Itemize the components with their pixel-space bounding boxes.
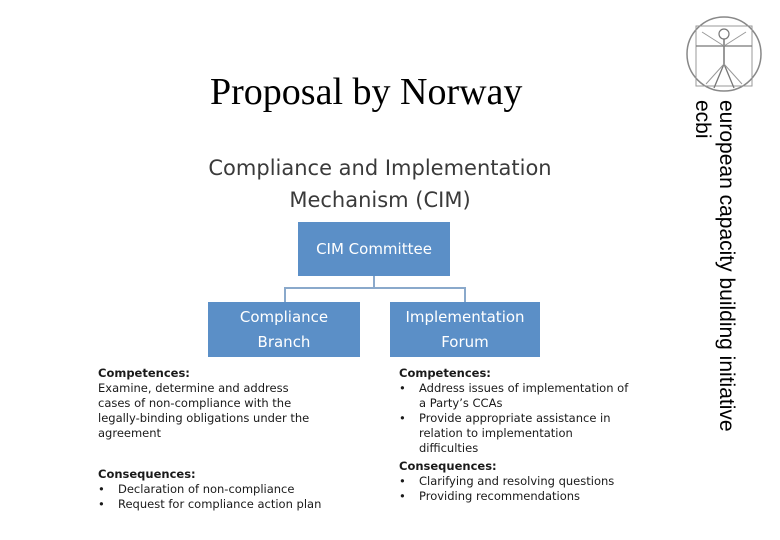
slide-title: Proposal by Norway	[210, 71, 523, 113]
left-competences	[98, 366, 368, 441]
list-item	[399, 411, 684, 456]
left-competences-line: Examine, determine and address	[98, 381, 289, 395]
connector-horizontal	[284, 287, 466, 289]
bullet-icon: •	[399, 381, 406, 395]
right-competence-text	[419, 411, 611, 456]
right-competence-line: Address issues of implementation of	[419, 381, 629, 395]
right-competence-line: difficulties	[419, 441, 479, 455]
compliance-branch-node	[208, 302, 360, 357]
bullet-icon: •	[399, 489, 406, 503]
left-competences-line: cases of non-compliance with the	[98, 396, 292, 410]
connector-vertical-left	[284, 287, 286, 302]
diagram-title-line-1: Compliance and Implementation	[208, 156, 552, 180]
cim-committee-node	[298, 222, 450, 276]
left-consequence-text: Declaration of non-compliance	[118, 482, 295, 496]
right-competence-text	[419, 381, 628, 411]
right-consequences-header: Consequences:	[399, 459, 497, 473]
bullet-icon: •	[399, 411, 406, 425]
list-item	[399, 381, 684, 411]
right-consequence-text: Providing recommendations	[419, 489, 581, 503]
side-text-line-1: european capacity building initiative	[715, 100, 738, 432]
list-item	[399, 474, 684, 489]
left-competences-header: Competences:	[98, 366, 190, 380]
left-consequence-text: Request for compliance action plan	[118, 497, 322, 511]
right-competences	[399, 366, 684, 456]
right-competence-line: Provide appropriate assistance in	[419, 411, 611, 425]
compliance-branch-line-2: Branch	[257, 332, 311, 351]
list-item	[399, 489, 684, 504]
side-text-line-2: ecbi	[691, 100, 714, 139]
list-item	[98, 497, 378, 512]
right-consequence-text: Clarifying and resolving questions	[419, 474, 615, 488]
implementation-forum-line-2: Forum	[441, 332, 489, 351]
implementation-forum-line-1: Implementation	[405, 307, 525, 326]
implementation-forum-node	[390, 302, 540, 357]
connector-vertical-right	[464, 287, 466, 302]
compliance-branch-line-1: Compliance	[239, 307, 329, 326]
right-competences-header: Competences:	[399, 366, 491, 380]
left-consequences	[98, 467, 378, 512]
bullet-icon: •	[98, 482, 105, 496]
vitruvian-man-logo	[684, 14, 764, 94]
right-consequences	[399, 459, 684, 504]
left-competences-line: agreement	[98, 426, 162, 440]
bullet-icon: •	[399, 474, 406, 488]
list-item	[98, 482, 378, 497]
right-competence-line: a Party’s CCAs	[419, 396, 503, 410]
left-competences-line: legally-binding obligations under the	[98, 411, 310, 425]
diagram-title-line-2: Mechanism (CIM)	[289, 188, 471, 212]
bullet-icon: •	[98, 497, 105, 511]
right-competence-line: relation to implementation	[419, 426, 573, 440]
diagram-title	[110, 152, 650, 216]
side-organization-text	[690, 100, 738, 432]
left-consequences-header: Consequences:	[98, 467, 196, 481]
cim-committee-label: CIM Committee	[316, 239, 432, 258]
